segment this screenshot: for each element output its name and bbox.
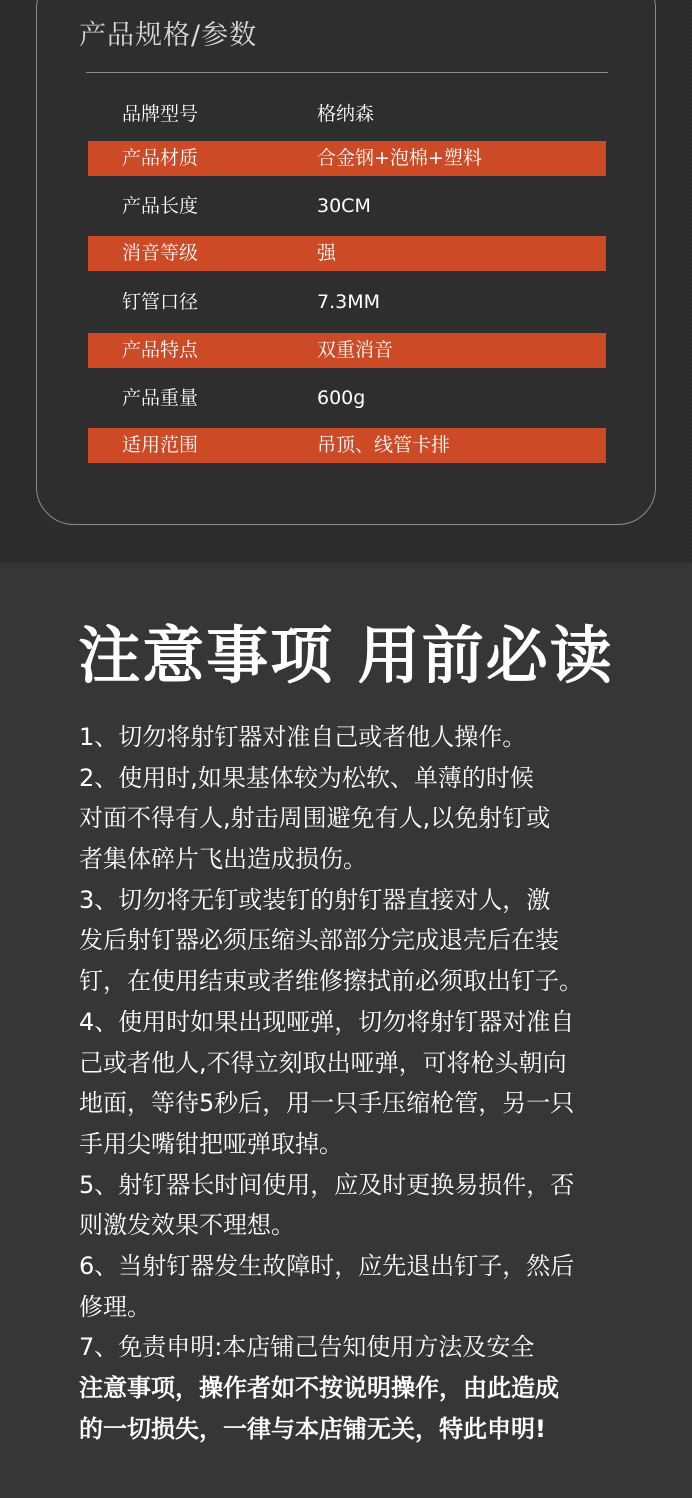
notice-line: 者集体碎片飞出造成损伤。 xyxy=(79,845,367,874)
spec-section xyxy=(0,0,692,563)
spec-key: 产品特点 xyxy=(122,339,199,361)
spec-row-brand xyxy=(88,97,606,132)
notice-line: 发后射钉器必须压缩头部部分完成退壳后在装 xyxy=(79,926,559,955)
spec-row-application xyxy=(88,428,606,463)
spec-key: 产品重量 xyxy=(122,387,199,409)
notice-line: 6、当射钉器发生故障时，应先退出钉子，然后 xyxy=(79,1251,575,1280)
notice-line: 3、切勿将无钉或装钉的射钉器直接对人，激 xyxy=(79,885,551,914)
spec-value: 双重消音 xyxy=(317,339,394,361)
notice-line: 7、免责申明:本店铺己告知使用方法及安全 xyxy=(79,1333,535,1362)
spec-value: 强 xyxy=(317,242,337,264)
notice-line: 手用尖嘴钳把哑弹取掉。 xyxy=(79,1129,343,1158)
spec-key: 产品材质 xyxy=(122,147,199,169)
spec-row-feature xyxy=(88,333,606,368)
spec-value: 7.3MM xyxy=(317,291,381,313)
spec-value: 合金钢+泡棉+塑料 xyxy=(317,147,482,169)
spec-value: 600g xyxy=(317,387,366,409)
notice-line: 修理。 xyxy=(79,1292,151,1321)
spec-title: 产品规格/参数 xyxy=(79,20,258,51)
spec-row-weight xyxy=(88,381,606,416)
spec-value: 30CM xyxy=(317,195,371,217)
notice-line: 4、使用时如果出现哑弹，切勿将射钉器对准自 xyxy=(79,1007,575,1036)
spec-value: 吊顶、线管卡排 xyxy=(317,434,451,456)
spec-divider xyxy=(86,72,608,73)
spec-key: 适用范围 xyxy=(122,434,199,456)
spec-key: 消音等级 xyxy=(122,242,199,264)
notice-title: 注意事项 用前必读 xyxy=(78,619,614,692)
spec-row-silence-level xyxy=(88,236,606,271)
disclaimer-line: 的一切损失，一律与本店铺无关，特此申明! xyxy=(79,1414,546,1443)
disclaimer-line: 注意事项，操作者如不按说明操作，由此造成 xyxy=(79,1374,559,1402)
notice-line: 地面，等待5秒后，用一只手压缩枪管，另一只 xyxy=(79,1089,575,1118)
spec-key: 钉管口径 xyxy=(122,291,199,313)
spec-row-material xyxy=(88,141,606,176)
spec-row-caliber xyxy=(88,285,606,320)
notice-line: 1、切勿将射钉器对准自己或者他人操作。 xyxy=(79,723,527,751)
notice-line: 己或者他人,不得立刻取出哑弹，可将枪头朝向 xyxy=(79,1048,567,1077)
spec-key: 品牌型号 xyxy=(122,103,199,125)
notice-line: 5、射钉器长时间使用，应及时更换易损件，否 xyxy=(79,1170,575,1199)
notice-body xyxy=(79,717,639,1449)
spec-row-length xyxy=(88,189,606,224)
notice-line: 钉，在使用结束或者维修擦拭前必须取出钉子。 xyxy=(79,967,583,996)
spec-value: 格纳森 xyxy=(317,103,375,125)
notice-line: 则激发效果不理想。 xyxy=(79,1211,295,1240)
notice-line: 对面不得有人,射击周围避免有人,以免射钉或 xyxy=(79,804,551,833)
spec-key: 产品长度 xyxy=(122,195,199,217)
notice-line: 2、使用时,如果基体较为松软、单薄的时候 xyxy=(79,763,534,792)
